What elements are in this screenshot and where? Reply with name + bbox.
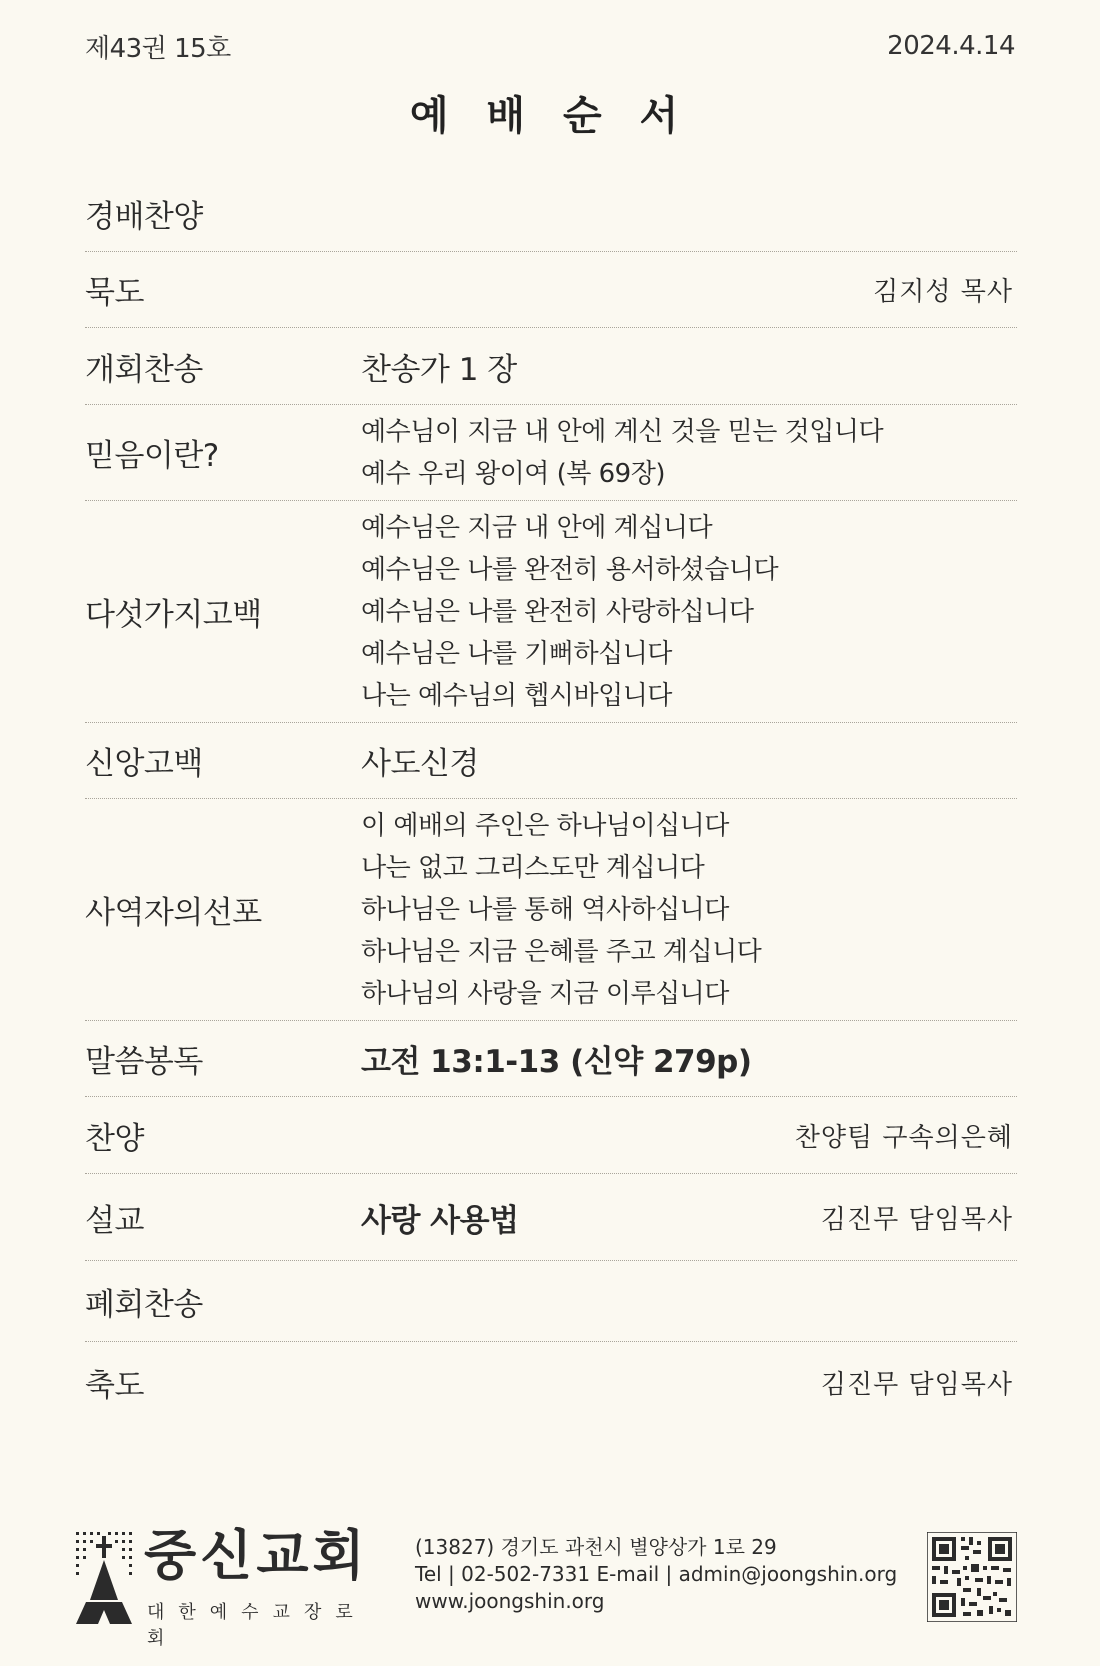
content-line: 예수님은 나를 완전히 사랑하십니다 — [361, 596, 754, 627]
content-line: 예수님은 나를 기뻐하십니다 — [361, 638, 672, 669]
order-label: 폐회찬송 — [85, 1286, 203, 1323]
page-title: 예 배 순 서 — [409, 93, 691, 139]
order-leader: 김진무 담임목사 — [820, 1369, 1013, 1400]
content-line: 예수님은 나를 완전히 용서하셨습니다 — [361, 554, 779, 585]
order-content: 고전 13:1-13 (신약 279p) — [361, 1044, 752, 1080]
order-leader: 김지성 목사 — [873, 277, 1013, 307]
church-address: (13827) 경기도 과천시 별양상가 1로 29 — [415, 1535, 777, 1559]
order-row-declaration — [85, 799, 1017, 1021]
order-label: 말씀봉독 — [85, 1044, 203, 1080]
order-row-opening-hymn — [85, 328, 1017, 405]
order-row-faith — [85, 405, 1017, 501]
order-row-silent-prayer — [85, 252, 1017, 328]
order-content — [361, 507, 1017, 717]
order-leader: 찬양팀 구속의은혜 — [794, 1122, 1013, 1153]
order-label: 사역자의선포 — [85, 895, 262, 931]
bulletin-date: 2024.4.14 — [887, 31, 1015, 61]
volume-number: 제43권 15호 — [85, 33, 231, 64]
qr-code-icon[interactable] — [927, 1532, 1017, 1622]
content-line: 예수님이 지금 내 안에 계신 것을 믿는 것입니다 — [361, 416, 884, 447]
order-content — [361, 411, 1017, 495]
order-row-creed — [85, 723, 1017, 799]
content-line: 나는 없고 그리스도만 계십니다 — [361, 852, 705, 883]
order-label: 다섯가지고백 — [85, 597, 262, 633]
order-label: 믿음이란? — [85, 438, 219, 474]
denomination: 대한예수교장로회 — [147, 1602, 367, 1649]
content-line: 하나님의 사랑을 지금 이루십니다 — [361, 978, 729, 1009]
order-row-sermon — [85, 1174, 1017, 1261]
church-contact — [415, 1534, 897, 1615]
order-row-benediction — [85, 1342, 1017, 1422]
order-label: 축도 — [85, 1367, 144, 1404]
order-content — [361, 805, 1017, 1015]
content-line: 예수님은 지금 내 안에 계십니다 — [361, 512, 713, 543]
order-leader: 김진무 담임목사 — [820, 1204, 1013, 1235]
church-website[interactable]: www.joongshin.org — [415, 1589, 605, 1613]
worship-order — [85, 176, 1017, 1422]
order-content: 사도신경 — [361, 746, 479, 782]
order-row-scripture — [85, 1021, 1017, 1097]
church-name: 중신교회 — [144, 1524, 369, 1587]
church-footer — [74, 1524, 1019, 1649]
content-line: 하나님은 지금 은혜를 주고 계십니다 — [361, 936, 762, 967]
order-row-five-confessions — [85, 501, 1017, 723]
content-line: 이 예배의 주인은 하나님이십니다 — [361, 810, 729, 841]
church-tower-logo-icon — [74, 1530, 134, 1626]
order-label: 개회찬송 — [85, 351, 203, 388]
order-label: 경배찬양 — [85, 199, 203, 235]
order-label: 찬양 — [85, 1120, 144, 1157]
order-row-song — [85, 1097, 1017, 1174]
content-line: 하나님은 나를 통해 역사하십니다 — [361, 894, 729, 925]
order-row-praise — [85, 176, 1017, 252]
church-logo — [74, 1524, 394, 1649]
order-label: 신앙고백 — [85, 746, 203, 782]
order-label: 묵도 — [85, 275, 144, 311]
content-line: 나는 예수님의 헵시바입니다 — [361, 680, 672, 711]
content-line: 예수 우리 왕이여 (복 69장) — [361, 458, 665, 489]
header-meta — [85, 28, 1015, 64]
order-content: 찬송가 1 장 — [361, 351, 517, 388]
order-label: 설교 — [85, 1202, 144, 1239]
order-row-closing-hymn — [85, 1261, 1017, 1342]
church-phone-email: Tel | 02-502-7331 E-mail | admin@joongshin.org — [415, 1562, 898, 1586]
sermon-title: 사랑 사용법 — [361, 1202, 519, 1239]
